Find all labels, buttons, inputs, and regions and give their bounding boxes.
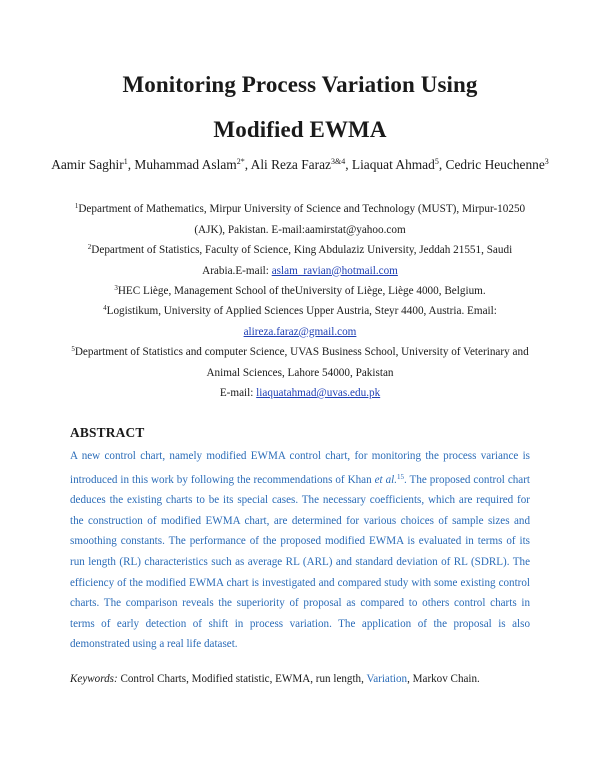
- affiliation-marker: 4: [103, 304, 107, 312]
- author-name: , Liaquat Ahmad: [345, 157, 435, 172]
- email-link[interactable]: liaquatahmad@uvas.edu.pk: [256, 387, 381, 399]
- affiliation-1: [68, 196, 532, 240]
- author-affiliation-marker: 1: [123, 157, 128, 166]
- affiliation-4: [68, 298, 532, 342]
- abstract-text: A new control chart, namely modified EWMA control chart, for monitoring the process variance is introduced in this work by following the recommendations of Khan: [70, 450, 530, 486]
- keywords-label: Keywords:: [70, 673, 118, 685]
- author-affiliation-marker: 3: [544, 157, 549, 166]
- affiliation-marker: 2: [87, 243, 92, 251]
- author-affiliation-marker: 3&4: [330, 157, 346, 166]
- author-affiliation-marker: 5: [434, 157, 439, 166]
- author-name: Aamir Saghir: [51, 157, 124, 172]
- email-label: E-mail:: [219, 387, 257, 399]
- affiliation-text: Logistikum, University of Applied Sciences Upper Austria, Steyr 4400, Austria. Email:: [106, 305, 497, 317]
- email-link[interactable]: aslam_ravian@hotmail.com: [271, 264, 398, 277]
- author-affiliation-marker: 2*: [236, 157, 245, 166]
- affiliation-marker: 1: [74, 202, 79, 210]
- affiliation-5: [68, 339, 532, 404]
- author-name: , Muhammad Aslam: [127, 157, 237, 172]
- abstract-body: [70, 446, 530, 655]
- abstract-text: . The proposed control chart deduces the existing charts to be its special cases. The necessary coefficients, which are required for the construction of modified EWMA chart, are determined for various choices of sample sizes and smoothing constants. The performance of the proposed modified EWMA is evaluated in terms of its run length (RL) characteristics such as average RL (ARL) and standard deviation of RL (SDRL). The efficiency of the modified EWMA chart is investigated and compared study with some existing control charts. The comparison reveals the superiority of proposal as compared to others control charts in terms of early detection of shift in process variation. The application of the proposal is also demonstrated using a real life dataset.: [70, 473, 530, 651]
- affiliation-text: Department of Statistics and computer Science, UVAS Business School, University of Veterinary and Animal Sciences, Lahore 54000, Pakistan: [74, 346, 529, 379]
- paper-title-line-1: Monitoring Process Variation Using: [122, 72, 478, 97]
- citation-marker[interactable]: 15: [397, 472, 404, 481]
- paper-title-line-2: Modified EWMA: [213, 117, 387, 142]
- author-list: [40, 151, 560, 175]
- keywords-line: [70, 669, 480, 689]
- affiliation-2: [68, 237, 532, 281]
- affiliation-marker: 5: [71, 345, 75, 353]
- abstract-et-al: et al.: [374, 473, 397, 486]
- abstract-heading: ABSTRACT: [70, 425, 145, 440]
- email-link[interactable]: alireza.faraz@gmail.com: [243, 325, 357, 338]
- affiliation-text: Department of Mathematics, Mirpur University of Science and Technology (MUST), Mirpur-10250 (AJK), Pakistan. E-mail:aamirstat@yahoo.com: [78, 203, 526, 236]
- keywords-text: Control Charts, Modified statistic, EWMA, run length,: [117, 673, 367, 685]
- keyword-variation: Variation: [366, 673, 408, 685]
- affiliation-text: Department of Statistics, Faculty of Science, King Abdulaziz University, Jeddah 21551, Saudi Arabia.E-mail:: [91, 244, 513, 277]
- affiliation-text: HEC Liège, Management School of theUniversity of Liège, Liège 4000, Belgium.: [117, 285, 486, 297]
- author-name: , Ali Reza Faraz: [244, 157, 331, 172]
- author-name: , Cedric Heuchenne: [438, 157, 545, 172]
- affiliation-marker: 3: [114, 284, 118, 292]
- keywords-text: , Markov Chain.: [407, 673, 480, 685]
